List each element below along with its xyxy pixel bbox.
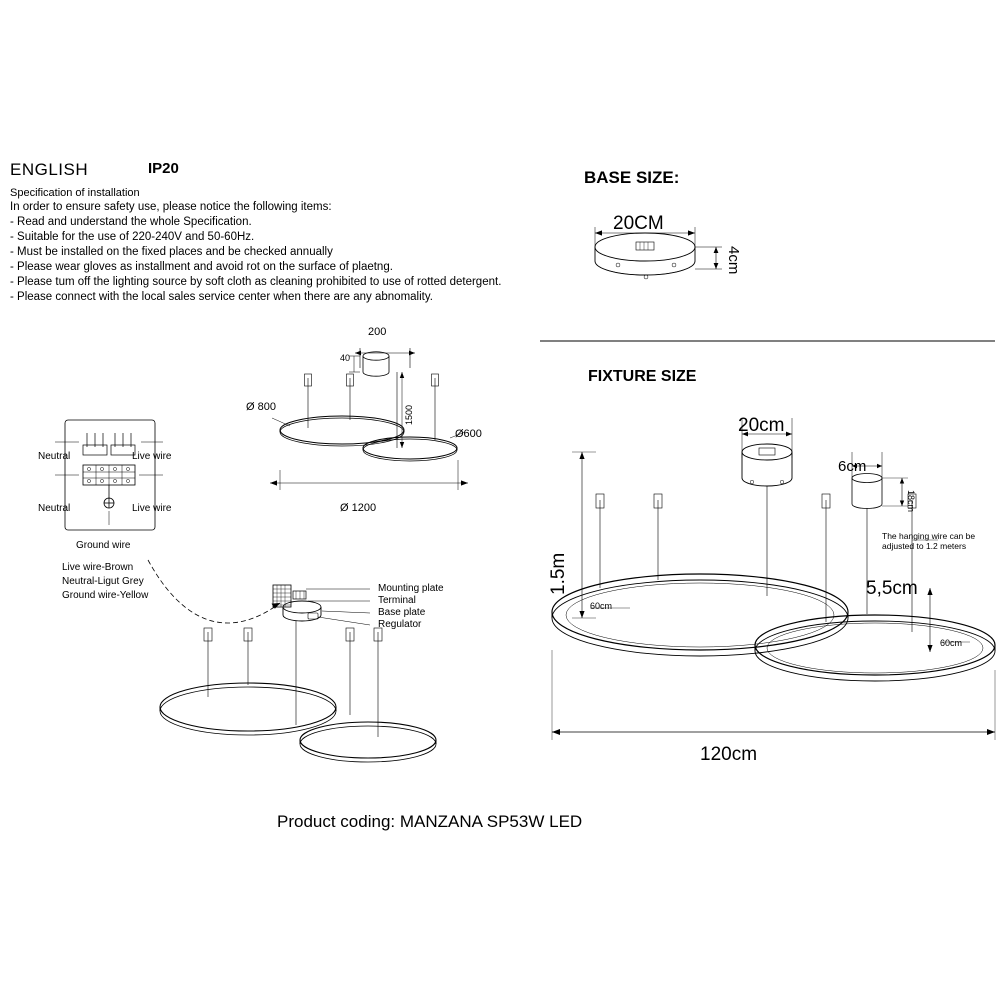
spec-item-0: - Read and understand the whole Specification. [10,216,252,228]
label-ground-wire: Ground wire [76,540,131,551]
language-title: ENGLISH [10,160,89,179]
spec-item-4: - Please tum off the lighting source by soft cloth as cleaning prohibited to use of rotted detergent. [10,276,502,288]
fixture-size-title: FIXTURE SIZE [588,368,697,385]
spec-item-5: - Please connect with the local sales service center when there are any abnomality. [10,291,433,303]
base-size-diagram [570,205,800,315]
dim-base-height: 4cm [725,246,742,275]
dim-ring-large: Ø 800 [246,401,276,413]
dim-top-width: 200 [368,326,387,338]
spec-item-1: - Suitable for the use of 220-240V and 50-60Hz. [10,231,255,243]
legend-neutral-wire: Neutral-Ligut Grey [62,576,144,587]
dim-base-diameter: 20CM [613,213,664,234]
label-live-top: Live wire [132,451,172,462]
assembly-illustration [130,525,450,780]
spec-item-2: - Must be installed on the fixed places and be checked annually [10,246,333,258]
ip-rating: IP20 [148,160,179,177]
spec-item-3: - Please wear gloves as installment and avoid rot on the surface of plaetng. [10,261,393,273]
dim-canopy-diameter: 20cm [738,415,785,436]
spec-heading: Specification of installation [10,187,140,199]
label-neutral-bottom: Neutral [38,503,71,514]
dim-drop-length: 1.5m [548,552,569,595]
dim-ring-small-label: 60cm [940,638,963,648]
label-neutral-top: Neutral [38,451,71,462]
note-hanging-wire: The hanging wire can be adjusted to 1.2 meters [882,531,976,551]
dim-ring-gap: 5,5cm [866,578,918,599]
dim-rod-height: 18cm [906,490,916,513]
product-coding: Product coding: MANZANA SP53W LED [277,812,583,831]
section-divider [540,340,1000,343]
dim-top-height: 40 [340,353,351,363]
dim-ring-small: Ø600 [455,428,482,440]
legend-live-wire: Live wire-Brown [62,562,134,573]
fixture-size-diagram [530,400,1000,800]
dim-rod-diameter: 6cm [838,458,867,475]
callout-mounting-plate: Mounting plate [378,583,444,594]
dim-overall-width: Ø 1200 [340,502,377,514]
dim-ring-large-label: 60cm [590,601,613,611]
dim-overall-width-fixture: 120cm [700,744,758,765]
schematic-elevation-diagram [250,320,540,520]
spec-intro: In order to ensure safety use, please notice the following items: [10,201,332,213]
callout-terminal: Terminal [378,595,416,606]
callout-base-plate: Base plate [378,607,426,618]
label-live-bottom: Live wire [132,503,172,514]
legend-ground-wire: Ground wire-Yellow [62,590,149,601]
dim-drop-length: 1500 [404,404,414,425]
base-size-title: BASE SIZE: [584,168,680,187]
callout-regulator: Regulator [378,619,422,630]
